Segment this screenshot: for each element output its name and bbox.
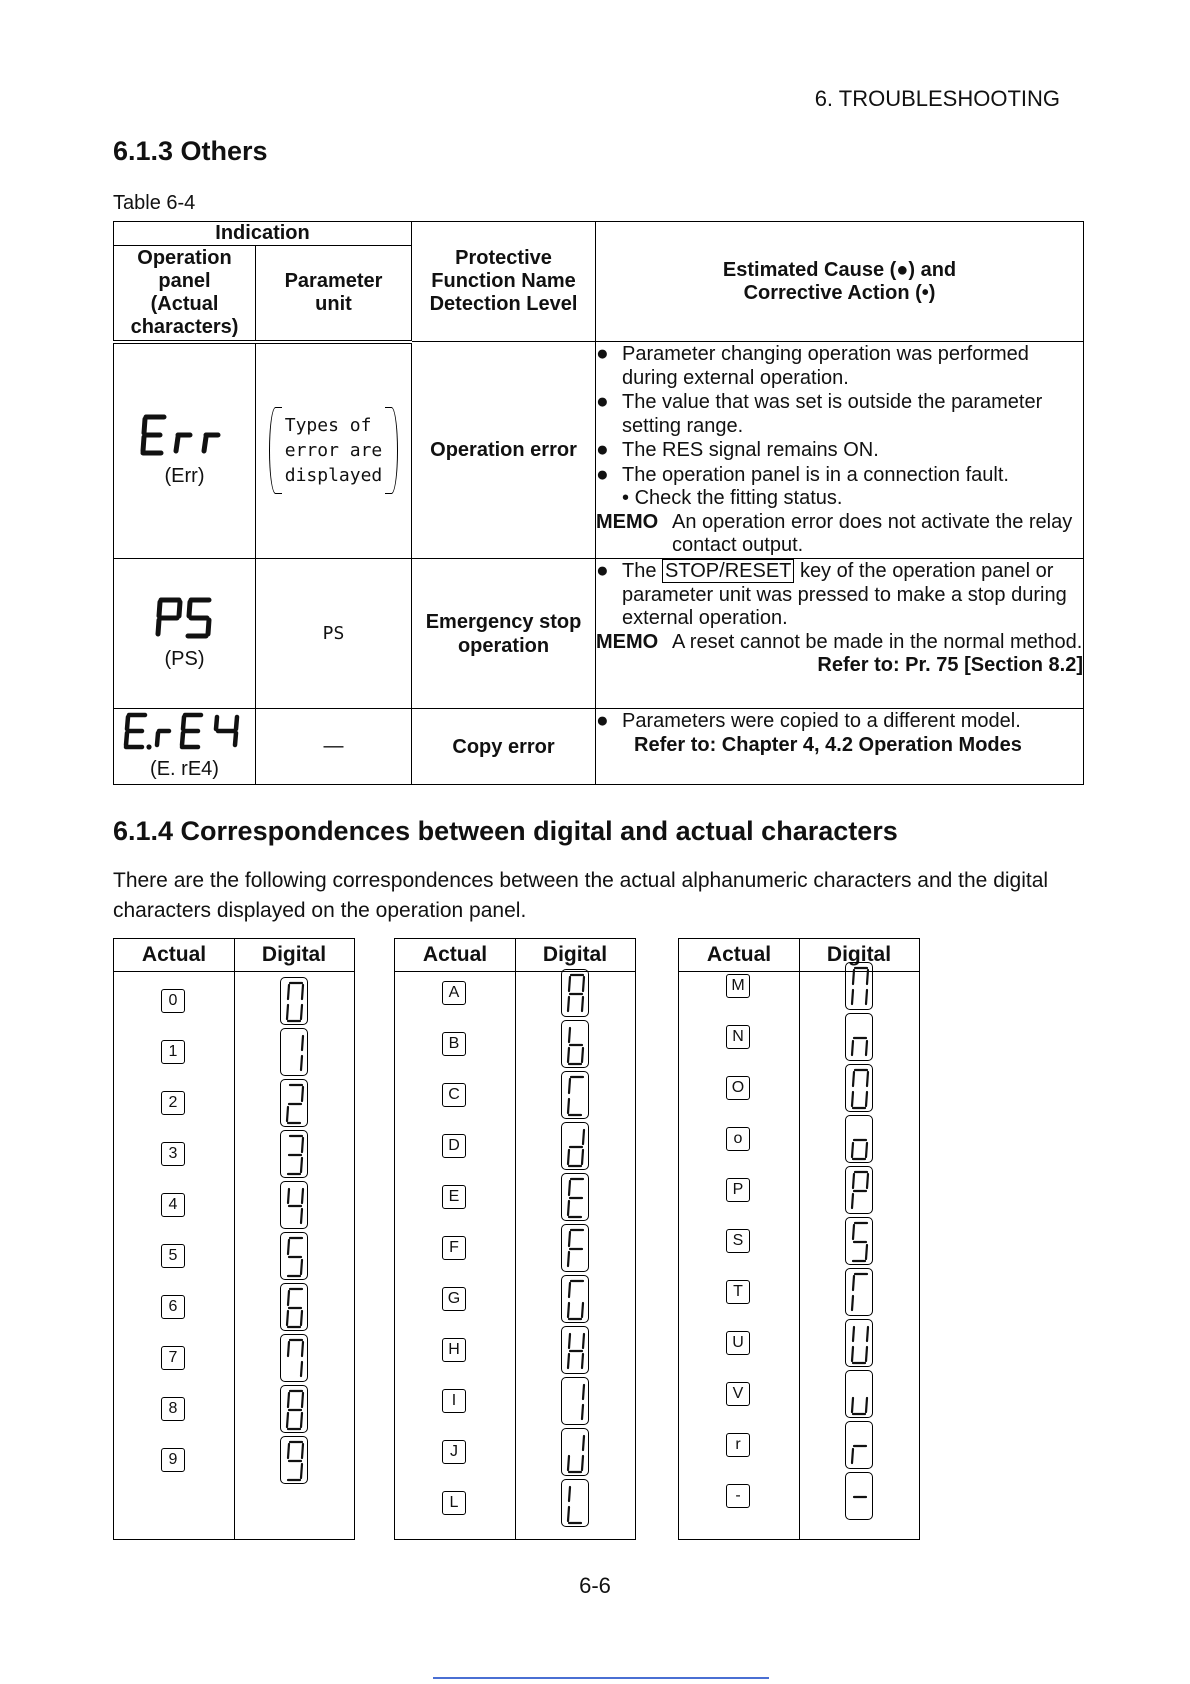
digital-char [845, 1013, 873, 1061]
refer-chapter4: Refer to: Chapter 4, 4.2 Operation Modes [634, 733, 1022, 756]
digital-char [561, 1428, 589, 1476]
correspondence-table-3 [678, 938, 920, 1540]
actual-char: E [442, 1185, 466, 1209]
char-row [679, 1421, 921, 1469]
param-unit-err [256, 342, 412, 559]
char-row [114, 1181, 356, 1229]
actual-char: U [726, 1331, 750, 1355]
digital-char [845, 1217, 873, 1265]
digital-char [280, 1436, 308, 1484]
col-digital: Digital [826, 943, 892, 966]
char-row [114, 1283, 356, 1331]
seven-seg-ere4 [123, 712, 247, 752]
actual-char: N [726, 1025, 750, 1049]
digital-char [561, 1224, 589, 1272]
char-row [395, 1326, 637, 1374]
actual-char: D [442, 1134, 466, 1158]
function-name-copy-error: Copy error [412, 709, 596, 785]
char-row [114, 1079, 356, 1127]
char-row [395, 1224, 637, 1272]
param-unit-ere4: — [256, 709, 412, 785]
digital-char [280, 1283, 308, 1331]
actual-char: 8 [161, 1397, 185, 1421]
char-row [395, 1275, 637, 1323]
seven-seg-err [140, 413, 230, 457]
digital-char [845, 1319, 873, 1367]
table-row [114, 342, 1084, 559]
actual-char: C [442, 1083, 466, 1107]
digital-char [845, 1370, 873, 1418]
display-ere4-label: (E. rE4) [150, 758, 219, 780]
digital-char [561, 1173, 589, 1221]
cause-copy-error: ● Parameters were copied to a different model. Refer to: Chapter 4, 4.2 Operation Modes [596, 709, 1084, 785]
actual-char: O [726, 1076, 750, 1100]
char-row [679, 1319, 921, 1367]
digital-char [561, 1479, 589, 1527]
digital-char [561, 969, 589, 1017]
actual-char: o [726, 1127, 750, 1151]
troubleshooting-table [113, 221, 1084, 785]
actual-char: 9 [161, 1448, 185, 1472]
actual-char: 5 [161, 1244, 185, 1268]
section-title-correspondences: 6.1.4 Correspondences between digital and actual characters [113, 816, 898, 846]
char-row [395, 1122, 637, 1170]
char-row [679, 1472, 921, 1520]
char-row [114, 1232, 356, 1280]
actual-char: 2 [161, 1091, 185, 1115]
digital-char [845, 1268, 873, 1316]
correspondence-table-2 [394, 938, 636, 1540]
char-row [395, 1479, 637, 1527]
char-row [395, 969, 637, 1017]
actual-char: S [726, 1229, 750, 1253]
digital-char [561, 1275, 589, 1323]
actual-char: 3 [161, 1142, 185, 1166]
header-indication: Indication [114, 222, 412, 246]
digital-char [280, 1028, 308, 1076]
intro-paragraph: There are the following correspondences between the actual alphanumeric characters and the digital characters displayed on the operation panel. [113, 869, 1049, 922]
digital-char [280, 1334, 308, 1382]
char-row [679, 1013, 921, 1061]
digital-char [561, 1071, 589, 1119]
actual-char: 7 [161, 1346, 185, 1370]
actual-char: J [442, 1440, 466, 1464]
actual-char: r [726, 1433, 750, 1457]
col-actual: Actual [141, 943, 207, 966]
char-row [679, 1166, 921, 1214]
char-row [395, 1377, 637, 1425]
actual-char: A [442, 981, 466, 1005]
actual-char: - [726, 1484, 750, 1508]
col-digital: Digital [542, 943, 608, 966]
digital-char [845, 1166, 873, 1214]
char-row [114, 1130, 356, 1178]
refer-pr75: Refer to: Pr. 75 [Section 8.2] [817, 654, 1084, 676]
col-actual: Actual [706, 943, 772, 966]
display-ere4 [114, 709, 256, 785]
display-ps [114, 559, 256, 709]
stop-reset-key: STOP/RESET [662, 559, 794, 583]
actual-char: 1 [161, 1040, 185, 1064]
digital-char [561, 1020, 589, 1068]
char-row [679, 1217, 921, 1265]
char-row [679, 1370, 921, 1418]
display-err-label: (Err) [164, 465, 205, 488]
col-actual: Actual [422, 943, 488, 966]
header-operation-panel: Operation panel (Actual characters) [114, 246, 256, 342]
char-row [679, 1115, 921, 1163]
actual-char: 6 [161, 1295, 185, 1319]
char-row [395, 1428, 637, 1476]
char-row [114, 1334, 356, 1382]
actual-char: F [442, 1236, 466, 1260]
actual-char: M [726, 974, 750, 998]
digital-char [561, 1122, 589, 1170]
page-header: 6. TROUBLESHOOTING [814, 86, 1060, 111]
digital-char [280, 1232, 308, 1280]
seven-seg-ps [153, 596, 217, 640]
char-row [114, 977, 356, 1025]
header-parameter-unit: Parameter unit [256, 246, 412, 342]
char-row [679, 1064, 921, 1112]
digital-char [845, 1064, 873, 1112]
cause-emergency-stop: ● The STOP/RESET key of the operation panel or parameter unit was pressed to make a stop during external operation. MEMO A reset cannot be made in the normal method. Refer to: Pr. 75 [Section 8.2] [596, 559, 1084, 709]
function-name-emergency-stop: Emergency stop operation [412, 559, 596, 709]
digital-char [280, 1385, 308, 1433]
actual-char: P [726, 1178, 750, 1202]
char-row [114, 1385, 356, 1433]
table-row [114, 559, 1084, 709]
char-row [114, 1028, 356, 1076]
bottom-rule [433, 1677, 769, 1679]
page-number: 6-6 [579, 1573, 611, 1598]
param-unit-ps: PS [256, 559, 412, 709]
char-row [395, 1020, 637, 1068]
char-row [395, 1071, 637, 1119]
actual-char: B [442, 1032, 466, 1056]
header-estimated-cause: Estimated Cause (●) and Corrective Action (•) [596, 222, 1084, 342]
function-name-operation-error: Operation error [412, 342, 596, 559]
table-row [114, 709, 1084, 785]
header-protective: Protective Function Name Detection Level [412, 222, 596, 342]
digital-char [845, 962, 873, 1010]
char-row [679, 1268, 921, 1316]
char-row [395, 1173, 637, 1221]
char-row [114, 1436, 356, 1484]
actual-char: V [726, 1382, 750, 1406]
digital-char [561, 1326, 589, 1374]
digital-char [280, 1079, 308, 1127]
digital-char [561, 1377, 589, 1425]
actual-char: L [442, 1491, 466, 1515]
digital-char [845, 1115, 873, 1163]
actual-char: 4 [161, 1193, 185, 1217]
actual-char: H [442, 1338, 466, 1362]
actual-char: 0 [161, 989, 185, 1013]
display-err [114, 342, 256, 559]
actual-char: T [726, 1280, 750, 1304]
col-digital: Digital [261, 943, 327, 966]
section-title-others: 6.1.3 Others [113, 136, 268, 166]
digital-char [280, 977, 308, 1025]
char-row [679, 962, 921, 1010]
digital-char [845, 1421, 873, 1469]
digital-char [280, 1130, 308, 1178]
cause-operation-error: ● Parameter changing operation was performed during external operation. ● The value that was set is outside the parameter setting range. ● The RES signal remains ON. ● The operation panel is in a connection fault. • Check the fitting status. MEMO An operation error does not activate the relay contact output. [596, 342, 1084, 559]
table-caption: Table 6-4 [113, 192, 196, 214]
digital-char [280, 1181, 308, 1229]
actual-char: I [442, 1389, 466, 1413]
actual-char: G [442, 1287, 466, 1311]
types-of-error-box: Types of error are displayed [269, 407, 399, 494]
digital-char [845, 1472, 873, 1520]
display-ps-label: (PS) [164, 648, 205, 670]
correspondence-table-1 [113, 938, 355, 1540]
